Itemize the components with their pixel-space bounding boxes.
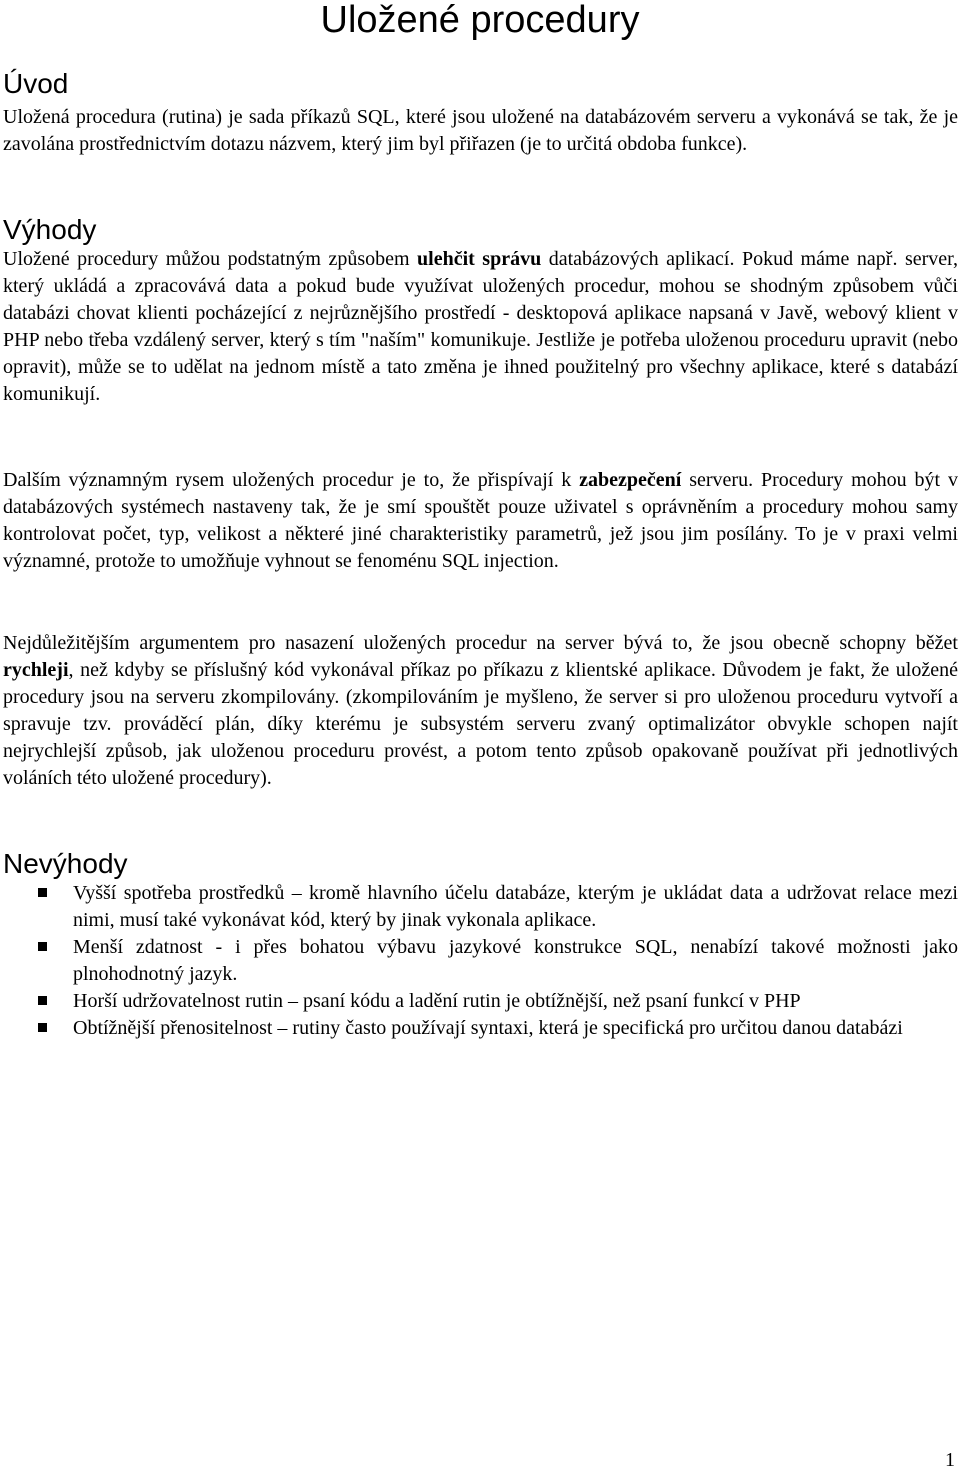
page-number: 1 — [945, 1449, 955, 1471]
square-bullet-icon — [38, 888, 47, 897]
page-title: Uložené procedury — [320, 0, 640, 41]
disadvantages-list — [0, 880, 958, 1042]
emphasis-rychleji: rychleji — [3, 659, 69, 681]
list-item: Obtížnější přenositelnost – rutiny často používají syntaxi, která je specifická pro určitou danou databázi — [0, 1015, 958, 1042]
emphasis-ulehcit-spravu: ulehčit správu — [417, 248, 542, 270]
emphasis-zabezpeceni: zabezpečení — [579, 469, 682, 491]
square-bullet-icon — [38, 1023, 47, 1032]
advantages-paragraph-3: Nejdůležitějším argumentem pro nasazení uložených procedur na server bývá to, že jsou obecně schopny běžet rychleji, než kdyby se příslušný kód vykonával příkaz po příkazu z klientské aplikace. Důvodem je fakt, že uložené procedury jsou na serveru zkompilovány. (zkompilováním je myšleno, že server si pro uloženou proceduru vytvoří a spravuje tzv. prováděcí plán, díky kterému je subsystém serveru zvaný optimalizátor obvykle schopen najít nejrychlejší způsob, jak uloženou proceduru provést, a potom tento způsob opakovaně používat při jednotlivých voláních této uložené procedury). — [3, 632, 958, 789]
list-item: Menší zdatnost - i přes bohatou výbavu jazykové konstrukce SQL, nenabízí takové možnosti jako plnohodnotný jazyk. — [0, 934, 958, 988]
list-item: Horší udržovatelnost rutin – psaní kódu a ladění rutin je obtížnější, než psaní funkcí v PHP — [0, 988, 958, 1015]
heading-intro: Úvod — [3, 68, 69, 99]
list-item: Vyšší spotřeba prostředků – kromě hlavního účelu databáze, kterým je ukládat data a udržovat relace mezi nimi, musí také vykonávat kód, který by jinak vykonala aplikace. — [0, 880, 958, 934]
intro-paragraph: Uložená procedura (rutina) je sada příkazů SQL, které jsou uložené na databázovém serveru a vykonává se tak, že je zavolána prostřednictvím dotazu názvem, který jim byl přiřazen (je to určitá obdoba funkce). — [3, 106, 958, 155]
heading-disadvantages: Nevýhody — [3, 848, 128, 879]
heading-advantages: Výhody — [3, 214, 97, 245]
advantages-paragraph-2: Dalším významným rysem uložených procedur je to, že přispívají k zabezpečení serveru. Procedury mohou být v databázových systémech nastaveny tak, že je smí spouštět pouze uživatel s oprávněním a procedury mohou samy kontrolovat počet, typ, velikost a některé jiné charakteristiky parametrů, jež jsou jim posílány. To je v praxi velmi významné, protože to umožňuje vyhnout se fenoménu SQL injection. — [3, 469, 959, 572]
square-bullet-icon — [38, 996, 47, 1005]
advantages-paragraph-1: Uložené procedury můžou podstatným způsobem ulehčit správu databázových aplikací. Pokud máme např. server, který ukládá a zpracovává data a pokud bude využívat uložených procedur, mohou se shodným způsobem vůči databázi chovat klienti pocházející z nejrůznějšího prostředí - desktopová aplikace napsaná v Javě, webový klient v PHP nebo třeba vzdálený server, který s tím "naším" komunikuje. Jestliže je potřeba uloženou proceduru upravit (nebo opravit), může se to udělat na jednom místě a tato změna je ihned použitelný pro všechny aplikace, které s databází komunikují. — [3, 248, 959, 405]
square-bullet-icon — [38, 942, 47, 951]
